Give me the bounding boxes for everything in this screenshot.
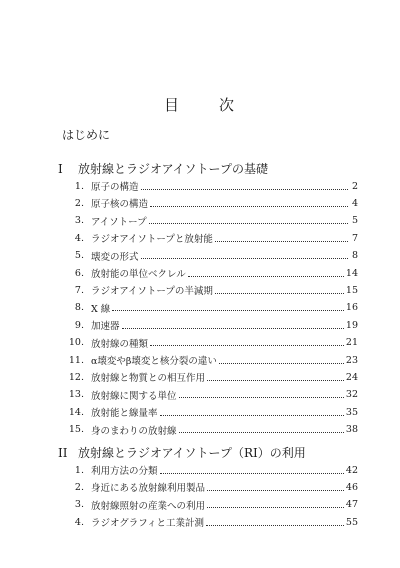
entry-title: 放射線と物質との相互作用 bbox=[91, 373, 206, 385]
entry-number: 7. bbox=[74, 284, 84, 296]
entry-number: 4. bbox=[74, 516, 84, 528]
chapter-heading bbox=[58, 444, 306, 461]
entry-title: 放射能の単位ベクレル bbox=[91, 269, 186, 280]
toc-entry[interactable] bbox=[66, 317, 358, 333]
entry-number: 6. bbox=[74, 267, 84, 279]
toc-entry[interactable] bbox=[66, 248, 358, 264]
chapter-number: I bbox=[58, 162, 63, 176]
toc-entry[interactable] bbox=[66, 369, 358, 385]
toc-entry[interactable] bbox=[66, 213, 358, 229]
dot-leader bbox=[188, 276, 344, 277]
dot-leader bbox=[215, 241, 348, 242]
dot-leader bbox=[141, 189, 348, 190]
entry-page-number: 19 bbox=[345, 319, 358, 331]
entry-title: 原子核の構造 bbox=[91, 199, 149, 211]
toc-entry[interactable] bbox=[66, 352, 358, 368]
entry-title: 加速器 bbox=[91, 321, 120, 333]
entry-number: 13. bbox=[68, 389, 84, 401]
toc-entry[interactable] bbox=[66, 265, 358, 281]
dot-leader bbox=[112, 310, 344, 311]
dot-leader bbox=[215, 293, 344, 294]
dot-leader bbox=[207, 507, 344, 508]
chapter-title: 放射線とラジオアイソトープ（RI）の利用 bbox=[78, 446, 306, 460]
entry-title: ラジオアイソトープと放射能 bbox=[91, 234, 213, 246]
entry-page-number: 32 bbox=[345, 389, 358, 401]
dot-leader bbox=[160, 473, 344, 474]
toc-entry[interactable] bbox=[66, 195, 358, 211]
dot-leader bbox=[207, 380, 344, 381]
entry-title: 放射能と線量率 bbox=[91, 408, 158, 420]
entry-title: X 線 bbox=[91, 303, 111, 315]
toc-entry[interactable] bbox=[66, 282, 358, 298]
dot-leader bbox=[206, 525, 344, 526]
entry-number: 11. bbox=[68, 354, 84, 366]
entry-page-number: 35 bbox=[345, 406, 358, 418]
toc-entry[interactable] bbox=[66, 462, 358, 478]
entry-title: α壊変やβ壊変と核分裂の違い bbox=[91, 356, 217, 367]
dot-leader bbox=[179, 397, 344, 398]
entry-page-number: 14 bbox=[345, 267, 358, 279]
toc-entry[interactable] bbox=[66, 230, 358, 246]
entry-number: 1. bbox=[74, 464, 84, 476]
entry-number: 5. bbox=[74, 250, 84, 262]
entry-title: 壊変の形式 bbox=[91, 251, 139, 263]
entry-title: 放射線照射の産業への利用 bbox=[91, 500, 206, 512]
dot-leader bbox=[219, 363, 344, 364]
dot-leader bbox=[179, 432, 344, 433]
entry-number: 3. bbox=[74, 499, 84, 511]
toc-entry[interactable] bbox=[66, 335, 358, 351]
entry-page-number: 21 bbox=[345, 337, 358, 349]
entry-title: 身のまわりの放射線 bbox=[91, 425, 177, 437]
page-title-left: 目 bbox=[163, 96, 181, 114]
entry-title: 放射線に関する単位 bbox=[91, 390, 177, 402]
dot-leader bbox=[150, 345, 344, 346]
entry-page-number: 47 bbox=[345, 499, 358, 511]
dot-leader bbox=[160, 415, 344, 416]
chapter-heading bbox=[58, 160, 268, 177]
toc-entry[interactable] bbox=[66, 514, 358, 530]
entry-page-number: 4 bbox=[351, 197, 358, 209]
entry-title: 放射線の種類 bbox=[91, 338, 149, 350]
entry-page-number: 5 bbox=[351, 215, 358, 227]
entry-page-number: 46 bbox=[345, 481, 358, 493]
entry-number: 12. bbox=[68, 371, 84, 383]
toc-entry[interactable] bbox=[66, 497, 358, 513]
entry-number: 14. bbox=[68, 406, 84, 418]
entry-page-number: 7 bbox=[351, 232, 358, 244]
entry-page-number: 8 bbox=[351, 250, 358, 262]
entry-page-number: 24 bbox=[345, 371, 358, 383]
entry-page-number: 42 bbox=[345, 464, 358, 476]
entry-number: 4. bbox=[74, 232, 84, 244]
entry-title: 利用方法の分類 bbox=[91, 466, 158, 477]
entry-page-number: 55 bbox=[345, 516, 358, 528]
toc-entry[interactable] bbox=[66, 178, 358, 194]
dot-leader bbox=[141, 258, 348, 259]
entry-page-number: 2 bbox=[351, 180, 358, 192]
entry-number: 10. bbox=[68, 337, 84, 349]
toc-entry[interactable] bbox=[66, 387, 358, 403]
dot-leader bbox=[207, 490, 344, 491]
entry-title: ラジオグラフィと工業計測 bbox=[91, 518, 205, 530]
intro-heading: はじめに bbox=[62, 128, 111, 142]
entry-page-number: 38 bbox=[345, 424, 358, 436]
dot-leader bbox=[149, 223, 348, 224]
entry-title: 原子の構造 bbox=[91, 182, 139, 193]
entry-page-number: 15 bbox=[345, 284, 358, 296]
entry-number: 3. bbox=[74, 215, 84, 227]
toc-entry[interactable] bbox=[66, 479, 358, 495]
entry-number: 15. bbox=[68, 424, 84, 436]
entry-number: 9. bbox=[74, 319, 84, 331]
dot-leader bbox=[150, 206, 348, 207]
entry-page-number: 23 bbox=[345, 354, 358, 366]
toc-entry[interactable] bbox=[66, 404, 358, 420]
entry-number: 2. bbox=[74, 481, 84, 493]
page-title bbox=[0, 94, 400, 115]
entry-page-number: 16 bbox=[345, 302, 358, 314]
entry-title: 身近にある放射線利用製品 bbox=[91, 483, 206, 495]
entry-title: アイソトープ bbox=[91, 216, 147, 228]
chapter-number: II bbox=[58, 446, 68, 460]
page-title-right: 次 bbox=[219, 96, 237, 114]
toc-entry[interactable] bbox=[66, 422, 358, 438]
entry-number: 8. bbox=[74, 302, 84, 314]
chapter-title: 放射線とラジオアイソトープの基礎 bbox=[78, 162, 268, 176]
entry-title: ラジオアイソトープの半減期 bbox=[91, 286, 213, 298]
toc-entry[interactable] bbox=[66, 300, 358, 316]
dot-leader bbox=[122, 328, 344, 329]
entry-number: 2. bbox=[74, 197, 84, 209]
entry-number: 1. bbox=[74, 180, 84, 192]
